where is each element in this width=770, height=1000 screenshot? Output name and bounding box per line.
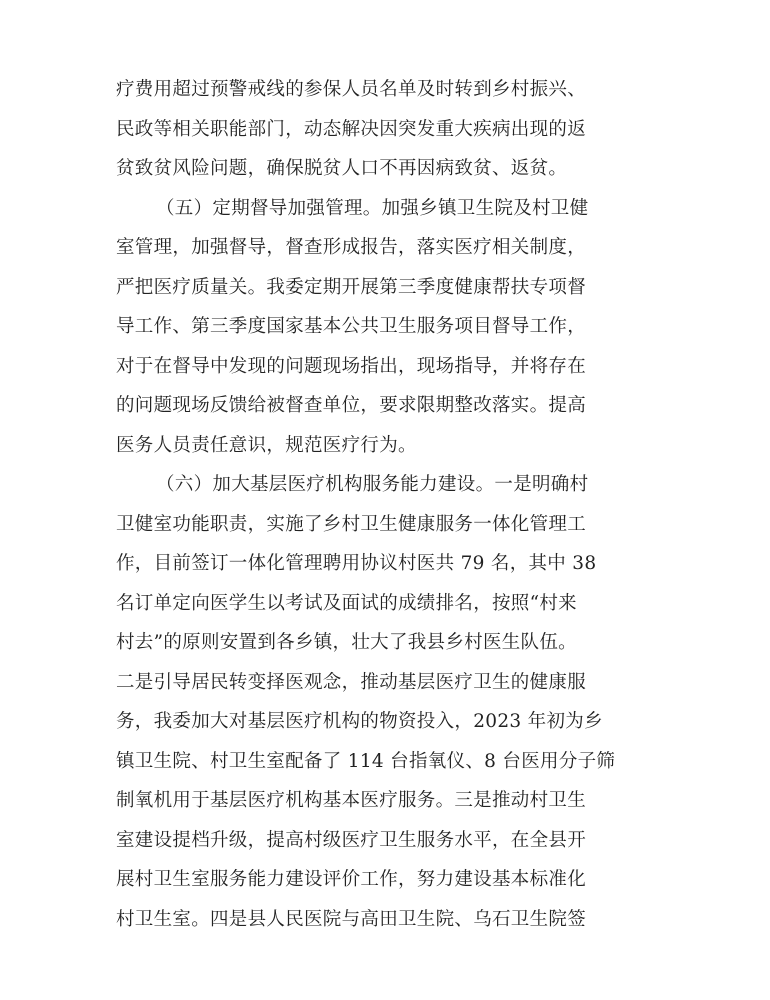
text-line: 对于在督导中发现的问题现场指出，现场指导，并将存在 <box>116 355 587 377</box>
text-line: 贫致贫风险问题，确保脱贫人口不再因病致贫、返贫。 <box>116 158 568 179</box>
text-line: 制氧机用于基层医疗机构基本医疗服务。三是推动村卫生 <box>116 790 587 811</box>
text-line: 作，目前签订一体化管理聘用协议村医共 79 名，其中 38 <box>116 553 597 574</box>
text-line: 导工作、第三季度国家基本公共卫生服务项目督导工作， <box>116 316 587 337</box>
text-line: 村卫生室。四是县人民医院与高田卫生院、乌石卫生院签 <box>116 908 587 930</box>
text-line: 严把医疗质量关。我委定期开展第三季度健康帮扶专项督 <box>116 276 587 298</box>
text-line: 的问题现场反馈给被督查单位，要求限期整改落实。提高 <box>116 395 587 416</box>
text-line: （五）定期督导加强管理。加强乡镇卫生院及村卫健 <box>156 197 589 219</box>
text-line: 二是引导居民转变择医观念，推动基层医疗卫生的健康服 <box>116 671 587 693</box>
text-line: （六）加大基层医疗机构服务能力建设。一是明确村 <box>156 474 589 495</box>
body-text <box>116 70 656 939</box>
text-line: 村去”的原则安置到各乡镇，壮大了我县乡村医生队伍。 <box>116 632 577 653</box>
text-line: 卫健室功能职责，实施了乡村卫生健康服务一体化管理工 <box>116 513 587 535</box>
text-line: 镇卫生院、村卫生室配备了 114 台指氧仪、8 台医用分子筛 <box>116 750 616 772</box>
text-line: 务，我委加大对基层医疗机构的物资投入，2023 年初为乡 <box>116 711 603 732</box>
text-line: 室建设提档升级，提高村级医疗卫生服务水平，在全县开 <box>116 829 587 851</box>
text-line: 民政等相关职能部门，动态解决因突发重大疾病出现的返 <box>116 118 587 140</box>
text-line: 疗费用超过预警戒线的参保人员名单及时转到乡村振兴、 <box>116 79 587 100</box>
text-line: 名订单定向医学生以考试及面试的成绩排名，按照“村来 <box>116 592 577 614</box>
text-line: 展村卫生室服务能力建设评价工作，努力建设基本标准化 <box>116 869 587 890</box>
text-line: 室管理，加强督导，督查形成报告，落实医疗相关制度， <box>116 237 587 258</box>
text-line: 医务人员责任意识，规范医疗行为。 <box>116 434 417 456</box>
